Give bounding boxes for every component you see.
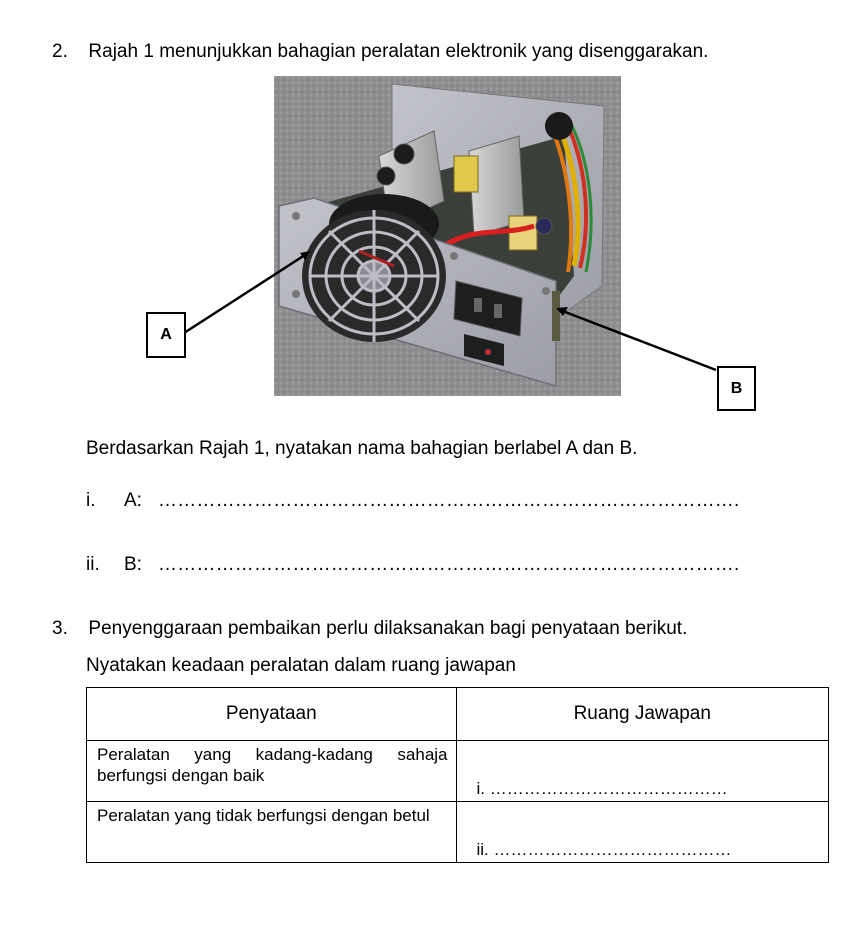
answer-blank-b[interactable]: ………………………………………………………………………………. [158,554,740,575]
answer-cell[interactable] [456,802,829,863]
question-3-number: 3. [52,618,68,639]
answer-blank-i[interactable]: i. …………………………………… [476,779,728,798]
answer-label: B: [124,554,142,575]
screw [542,287,550,295]
table-header-row [87,688,829,741]
answer-blank-a[interactable]: ………………………………………………………………………………. [158,490,740,511]
screw [450,252,458,260]
capacitor [536,218,552,234]
board-edge [552,291,560,341]
transformer [454,156,478,192]
fan-grill [302,210,446,342]
question-2 [52,41,708,63]
switch-indicator [485,349,491,355]
label-box-a: A [146,312,186,358]
socket-pin [474,298,482,312]
cable-grommet [545,112,573,140]
answer-numeral: ii. [86,554,100,575]
table-header-answer: Ruang Jawapan [456,688,829,741]
answer-label: A: [124,490,142,511]
table-row [87,802,829,863]
label-box-b: B [717,366,756,411]
screw [292,290,300,298]
transformer [509,216,537,250]
answer-line-b [86,554,740,576]
question-2-text: Rajah 1 menunjukkan bahagian peralatan elektronik yang disenggarakan. [88,41,709,62]
screw [292,212,300,220]
answer-line-a [86,490,740,512]
question-2-number: 2. [52,41,68,62]
capacitor [377,167,395,185]
question-3-instruction: Nyatakan keadaan peralatan dalam ruang jawapan [86,655,516,676]
answer-cell[interactable] [456,741,829,802]
answer-blank-ii[interactable]: ii. …………………………………… [476,840,732,859]
question-3 [52,618,687,640]
answer-numeral: i. [86,490,96,511]
power-supply-photo [274,76,621,396]
question-3-text: Penyenggaraan pembaikan perlu dilaksanakan bagi penyataan berikut. [88,618,688,639]
answer-table [86,687,829,863]
table-header-statement: Penyataan [87,688,457,741]
table-row [87,741,829,802]
capacitor [394,144,414,164]
statement-cell: Peralatan yang kadang-kadang sahaja berfungsi dengan baik [87,741,457,802]
statement-cell: Peralatan yang tidak berfungsi dengan betul [87,802,457,863]
socket-pin [494,304,502,318]
question-2-instruction: Berdasarkan Rajah 1, nyatakan nama bahagian berlabel A dan B. [86,438,638,459]
